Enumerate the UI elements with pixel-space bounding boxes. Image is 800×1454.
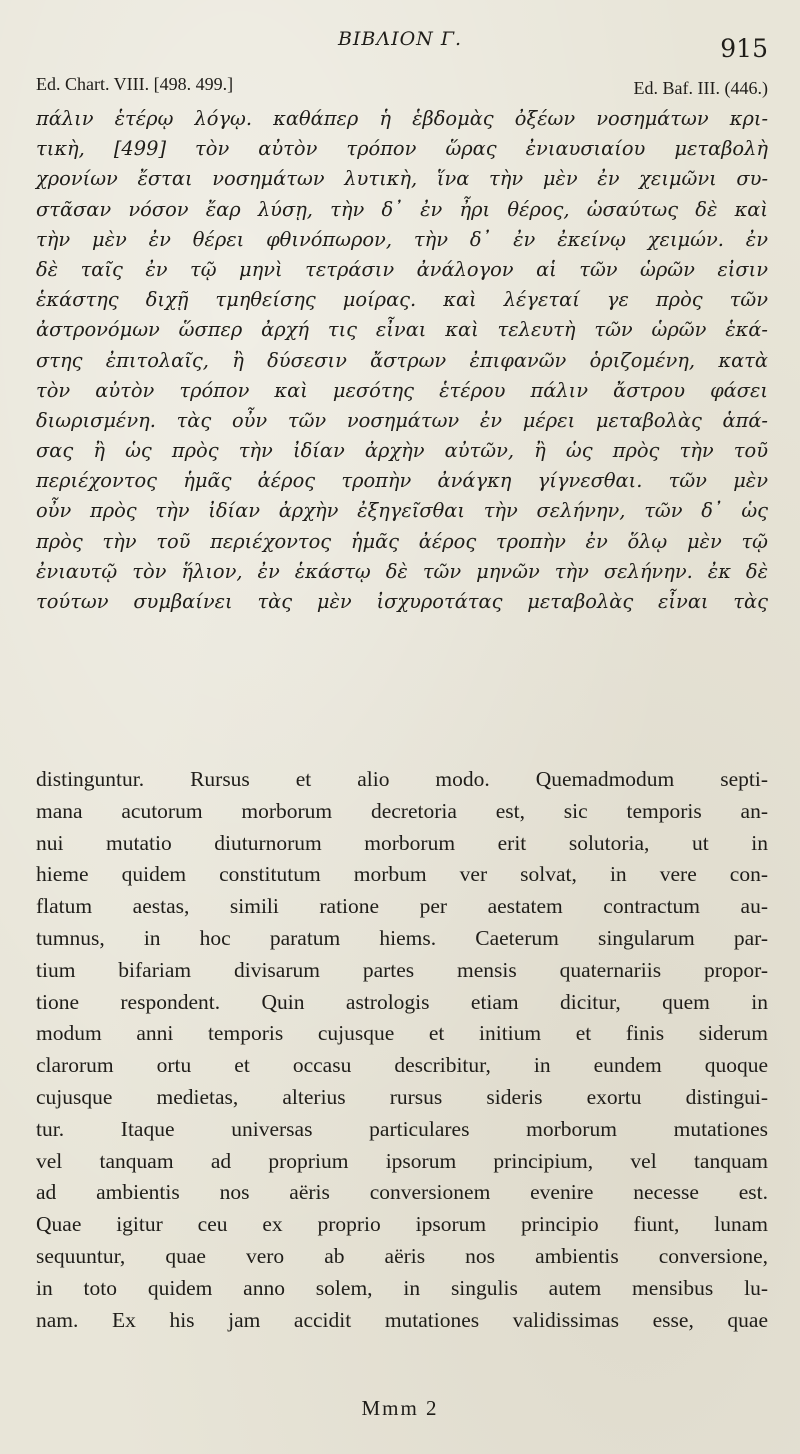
edition-reference-basel: Ed. Baf. III. (446.)	[633, 78, 768, 98]
greek-text-line: πρὸς τὴν τοῦ περιέχοντος ἡμᾶς ἀέρος τροπὴν ἐν ὅλῳ μὲν τῷ	[36, 529, 768, 553]
latin-text-line: tium bifariam divisarum partes mensis quaternariis propor-	[36, 957, 768, 982]
greek-text-line: στᾶσαν νόσον ἔαρ λύσῃ, τὴν δ᾽ ἐν ἦρι θέρος, ὡσαύτως δὲ καὶ	[36, 197, 768, 221]
greek-text-line: πάλιν ἑτέρῳ λόγῳ. καθάπερ ἡ ἑβδομὰς ὀξέων νοσημάτων κρι-	[36, 107, 768, 130]
page-number: 915	[720, 34, 768, 63]
latin-text-line: clarorum ortu et occasu describitur, in eundem quoque	[36, 1053, 768, 1078]
greek-text-line: οὖν πρὸς τὴν ἰδίαν ἀρχὴν ἐξηγεῖσθαι τὴν σελήνην, τῶν δ᾽ ὡς	[36, 499, 768, 523]
greek-text-line: τούτων συμβαίνει τὰς μὲν ἰσχυροτάτας μεταβολὰς εἶναι τὰς	[36, 590, 768, 613]
latin-text-line: nam. Ex his jam accidit mutationes validissimas esse, quae	[36, 1307, 768, 1332]
latin-text-line: nui mutatio diuturnorum morborum erit solutoria, ut in	[36, 830, 768, 855]
latin-text-line: cujusque medietas, alterius rursus sideris exortu distingui-	[36, 1084, 768, 1109]
greek-text-line: χρονίων ἔσται νοσημάτων λυτικὴ, ἵνα τὴν μὲν ἐν χειμῶνι συ-	[36, 167, 768, 191]
greek-text-line: τικὴ, [499] τὸν αὐτὸν τρόπον ὥρας ἐνιαυσιαίου μεταβολὴ	[36, 137, 768, 161]
latin-text-line: sequuntur, quae vero ab aëris nos ambientis conversione,	[36, 1243, 768, 1268]
greek-text-line: ἀστρονόμων ὥσπερ ἀρχή τις εἶναι καὶ τελευτὴ τῶν ὡρῶν ἑκά-	[36, 318, 768, 342]
edition-reference-chart: Ed. Chart. VIII. [498. 499.]	[36, 74, 234, 94]
latin-text-line: tumnus, in hoc paratum hiems. Caeterum singularum par-	[36, 925, 768, 950]
latin-text-block	[36, 764, 768, 1336]
greek-text-line: ἐνιαυτῷ τὸν ἥλιον, ἐν ἑκάστῳ δὲ τῶν μηνῶν τὴν σελήνην. ἐκ δὲ	[36, 559, 768, 583]
greek-text-line: στης ἐπιτολαῖς, ἢ δύσεσιν ἄστρων ἐπιφανῶν ὁριζομένη, κατὰ	[36, 348, 768, 372]
latin-text-line: tione respondent. Quin astrologis etiam dicitur, quem in	[36, 989, 768, 1014]
greek-text-line: περιέχοντος ἡμᾶς ἀέρος τροπὴν ἀνάγκη γίγνεσθαι. τῶν μὲν	[36, 469, 768, 493]
latin-text-line: vel tanquam ad proprium ipsorum principium, vel tanquam	[36, 1148, 768, 1173]
greek-text-line: τὴν μὲν ἐν θέρει φθινόπωρον, τὴν δ᾽ ἐν ἐκείνῳ χειμών. ἐν	[36, 227, 768, 251]
latin-text-line: modum anni temporis cujusque et initium et finis siderum	[36, 1021, 768, 1046]
greek-text-line: διωρισμένη. τὰς οὖν τῶν νοσημάτων ἐν μέρει μεταβολὰς ἁπά-	[36, 408, 768, 432]
printer-signature-mark: Mmm 2	[361, 1396, 439, 1420]
latin-text-line: distinguntur. Rursus et alio modo. Quemadmodum septi-	[36, 767, 768, 791]
greek-text-line: τὸν αὐτὸν τρόπον καὶ μεσότης ἑτέρου πάλιν ἄστρου φάσει	[36, 378, 768, 402]
greek-text-line: σας ἢ ὡς πρὸς τὴν ἰδίαν ἀρχὴν αὐτῶν, ἢ ὡς πρὸς τὴν τοῦ	[36, 439, 768, 463]
latin-text-line: mana acutorum morborum decretoria est, sic temporis an-	[36, 798, 768, 823]
latin-text-line: hieme quidem constitutum morbum ver solvat, in vere con-	[36, 862, 768, 887]
greek-text-line: δὲ ταῖς ἐν τῷ μηνὶ τετράσιν ἀνάλογον αἱ τῶν ὡρῶν εἰσιν	[36, 257, 768, 281]
latin-text-line: in toto quidem anno solem, in singulis autem mensibus lu-	[36, 1275, 768, 1300]
latin-text-line: tur. Itaque universas particulares morborum mutationes	[36, 1116, 768, 1141]
greek-text-block	[36, 104, 768, 617]
latin-text-line: Quae igitur ceu ex proprio ipsorum principio fiunt, lunam	[36, 1212, 768, 1237]
running-title: BIBΛΙΟΝ Γ.	[337, 28, 463, 50]
latin-text-line: ad ambientis nos aëris conversionem evenire necesse est.	[36, 1180, 768, 1205]
greek-text-line: ἑκάστης διχῇ τμηθείσης μοίρας. καὶ λέγεταί γε πρὸς τῶν	[36, 288, 768, 312]
latin-text-line: flatum aestas, simili ratione per aestatem contractum au-	[36, 894, 768, 919]
